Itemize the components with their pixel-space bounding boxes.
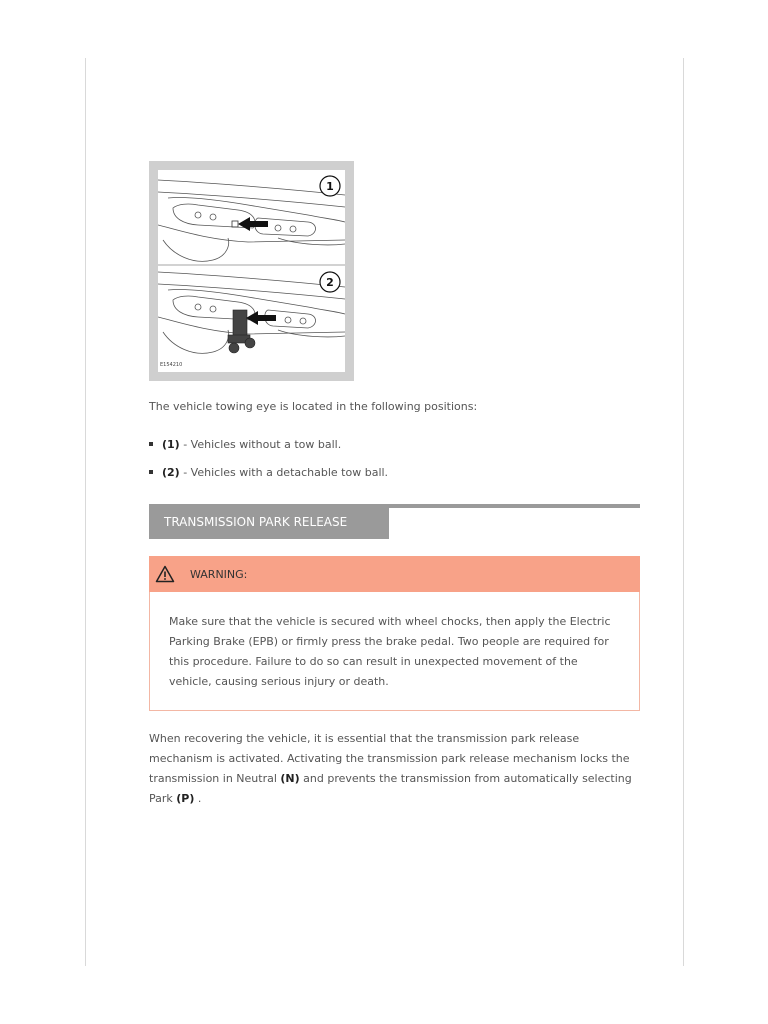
- recovery-paragraph: [149, 729, 644, 809]
- bullet-label: (2): [162, 466, 180, 479]
- warning-header: [149, 556, 640, 592]
- callout-2-badge: [320, 272, 340, 292]
- page-right-rule: [683, 58, 684, 966]
- warning-triangle-icon: [155, 565, 175, 587]
- warning-body: Make sure that the vehicle is secured with wheel chocks, then apply the Electric Parking Brake (EPB) or firmly press the brake pedal. Two people are required for this procedure. Failure to do so can result in unexpected movement of the vehicle, causing serious injury or death.: [149, 592, 640, 711]
- recovery-text-3: .: [194, 792, 202, 805]
- list-item: [149, 465, 388, 481]
- list-item: [149, 437, 341, 453]
- neutral-code: (N): [280, 772, 300, 785]
- callout-1-badge: [320, 176, 340, 196]
- callout-1-label: 1: [326, 180, 334, 193]
- recovery-text-2: and prevents the transmission from automatically selecting Park: [149, 772, 632, 805]
- warning-title: WARNING:: [190, 568, 248, 581]
- bullet-marker: [149, 470, 153, 474]
- towing-eye-drawing: [158, 170, 345, 372]
- callout-2-label: 2: [326, 276, 334, 289]
- bullet-marker: [149, 442, 153, 446]
- figure-code: E154210: [160, 362, 183, 368]
- bullet-text: - Vehicles without a tow ball.: [179, 438, 342, 451]
- page-left-rule: [85, 58, 86, 966]
- section-heading: TRANSMISSION PARK RELEASE: [149, 504, 389, 539]
- towing-eye-illustration: [149, 161, 354, 381]
- bullet-label: (1): [162, 438, 180, 451]
- bullet-text: - Vehicles with a detachable tow ball.: [179, 466, 389, 479]
- intro-text: The vehicle towing eye is located in the following positions:: [149, 400, 478, 413]
- park-code: (P): [176, 792, 195, 805]
- recovery-text-1: When recovering the vehicle, it is essential that the transmission park release mechanism is activated. Activating the transmission park release mechanism locks the transmission in Neutral: [149, 732, 630, 785]
